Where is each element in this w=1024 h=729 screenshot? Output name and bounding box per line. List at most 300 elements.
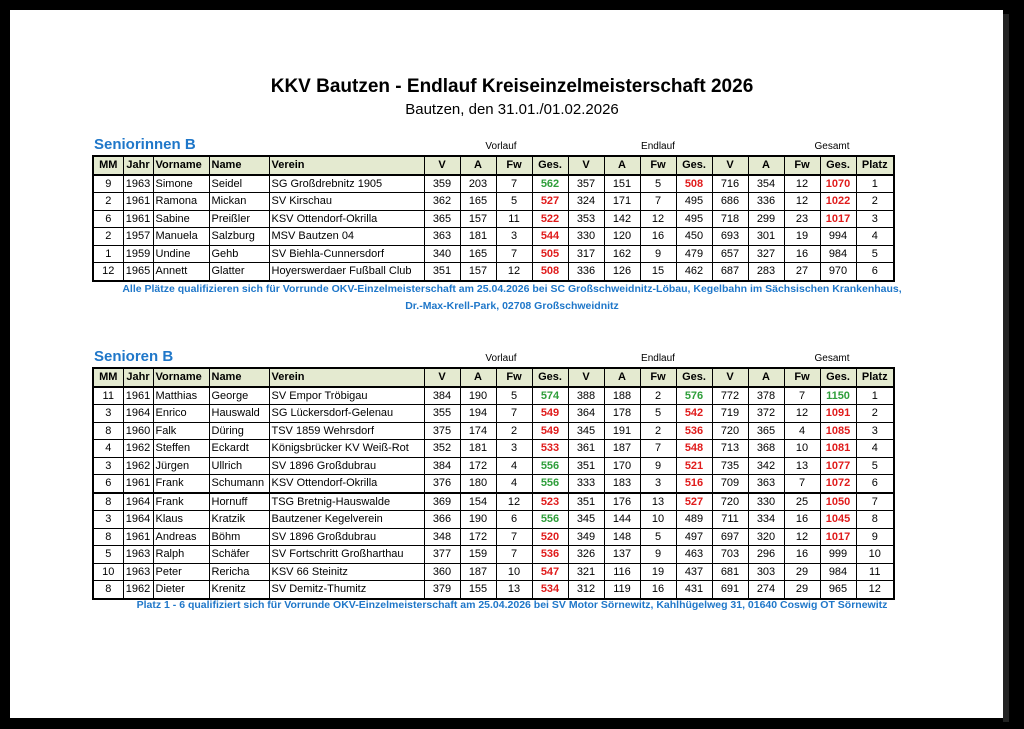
table-cell: 27 <box>784 263 820 281</box>
table-cell: SV Biehla-Cunnersdorf <box>269 245 424 263</box>
table-cell: 574 <box>532 387 568 405</box>
table-cell: 3 <box>496 440 532 458</box>
table-cell: 144 <box>604 511 640 529</box>
column-header: A <box>748 368 784 387</box>
table-cell: 183 <box>604 475 640 493</box>
table-cell: 1081 <box>820 440 856 458</box>
table-cell: 1022 <box>820 193 856 211</box>
table-cell: 999 <box>820 546 856 564</box>
column-header: Fw <box>640 368 676 387</box>
column-header: Verein <box>269 156 424 175</box>
table-cell: 1961 <box>123 528 153 546</box>
results-table-senioren <box>92 367 895 600</box>
table-cell: SV 1896 Großdubrau <box>269 528 424 546</box>
table-cell: 16 <box>640 581 676 599</box>
table-cell: 437 <box>676 563 712 581</box>
table-cell: 1050 <box>820 493 856 511</box>
table-cell: 4 <box>856 228 894 246</box>
table-cell: 340 <box>424 245 460 263</box>
table-cell: 1 <box>856 387 894 405</box>
table-cell: 5 <box>640 175 676 193</box>
table-cell: 549 <box>532 405 568 423</box>
table-cell: 3 <box>93 457 123 475</box>
table-cell: Steffen <box>153 440 209 458</box>
table-cell: 463 <box>676 546 712 564</box>
table-cell: 10 <box>93 563 123 581</box>
table-cell: 772 <box>712 387 748 405</box>
table-cell: 4 <box>93 440 123 458</box>
table-cell: 116 <box>604 563 640 581</box>
column-header: V <box>712 156 748 175</box>
table-cell: Hoyerswerdaer Fußball Club <box>269 263 424 281</box>
table-cell: Andreas <box>153 528 209 546</box>
table-cell: 368 <box>748 440 784 458</box>
column-header: Fw <box>496 156 532 175</box>
table-cell: 521 <box>676 457 712 475</box>
table-cell: 1959 <box>123 245 153 263</box>
table-cell: 9 <box>856 528 894 546</box>
table-cell: 181 <box>460 228 496 246</box>
table-cell: 1077 <box>820 457 856 475</box>
table-cell: SV Empor Tröbigau <box>269 387 424 405</box>
table-cell: 162 <box>604 245 640 263</box>
table-row <box>93 475 894 493</box>
table-cell: 303 <box>748 563 784 581</box>
table-cell: Preißler <box>209 210 269 228</box>
table-cell: 29 <box>784 563 820 581</box>
table-cell: 1017 <box>820 528 856 546</box>
table-cell: 379 <box>424 581 460 599</box>
table-cell: 1965 <box>123 263 153 281</box>
table-cell: 301 <box>748 228 784 246</box>
qualification-note-senioren <box>0 597 1024 614</box>
table-cell: MSV Bautzen 04 <box>269 228 424 246</box>
table-cell: 1963 <box>123 546 153 564</box>
table-cell: 7 <box>784 475 820 493</box>
table-cell: 334 <box>748 511 784 529</box>
table-cell: 3 <box>856 210 894 228</box>
table-cell: 994 <box>820 228 856 246</box>
table-row <box>93 210 894 228</box>
table-cell: Ullrich <box>209 457 269 475</box>
table-cell: 6 <box>93 475 123 493</box>
table-cell: 686 <box>712 193 748 211</box>
table-cell: 527 <box>676 493 712 511</box>
column-header: Vorname <box>153 156 209 175</box>
table-cell: 7 <box>640 193 676 211</box>
table-cell: 1957 <box>123 228 153 246</box>
table-cell: 1961 <box>123 210 153 228</box>
table-cell: 12 <box>640 210 676 228</box>
table-cell: Gehb <box>209 245 269 263</box>
table-cell: 5 <box>856 245 894 263</box>
table-cell: 6 <box>496 511 532 529</box>
column-header: MM <box>93 156 123 175</box>
table-cell: 8 <box>856 511 894 529</box>
table-cell: 19 <box>784 228 820 246</box>
table-cell: 10 <box>640 511 676 529</box>
table-cell: 12 <box>496 493 532 511</box>
table-cell: 349 <box>568 528 604 546</box>
table-row <box>93 193 894 211</box>
table-cell: 176 <box>604 493 640 511</box>
table-cell: 2 <box>93 228 123 246</box>
table-cell: 1962 <box>123 581 153 599</box>
column-header: Name <box>209 156 269 175</box>
column-header: Ges. <box>676 368 712 387</box>
table-cell: SV Kirschau <box>269 193 424 211</box>
table-cell: 190 <box>460 511 496 529</box>
column-header: Jahr <box>123 156 153 175</box>
table-cell: 523 <box>532 493 568 511</box>
table-cell: 1964 <box>123 493 153 511</box>
table-cell: 9 <box>640 245 676 263</box>
column-header: Vorname <box>153 368 209 387</box>
table-cell: 378 <box>748 387 784 405</box>
table-cell: 1962 <box>123 457 153 475</box>
table-cell: TSG Bretnig-Hauswalde <box>269 493 424 511</box>
table-cell: 348 <box>424 528 460 546</box>
table-cell: Ralph <box>153 546 209 564</box>
table-cell: Hornuff <box>209 493 269 511</box>
table-row <box>93 405 894 423</box>
table-cell: 1961 <box>123 193 153 211</box>
group-label-vorlauf: Vorlauf <box>485 141 517 152</box>
table-row <box>93 387 894 405</box>
group-label-gesamt: Gesamt <box>814 141 850 152</box>
table-cell: 1964 <box>123 405 153 423</box>
table-cell: 1070 <box>820 175 856 193</box>
table-cell: 450 <box>676 228 712 246</box>
table-cell: George <box>209 387 269 405</box>
column-header: V <box>424 156 460 175</box>
table-cell: 1091 <box>820 405 856 423</box>
page-subtitle: Bautzen, den 31.01./01.02.2026 <box>405 101 619 118</box>
table-cell: Düring <box>209 422 269 440</box>
table-cell: 533 <box>532 440 568 458</box>
table-cell: 187 <box>604 440 640 458</box>
table-cell: 970 <box>820 263 856 281</box>
column-header: Fw <box>496 368 532 387</box>
column-header: V <box>568 156 604 175</box>
table-cell: Krenitz <box>209 581 269 599</box>
table-cell: Falk <box>153 422 209 440</box>
section-heading-seniorinnen: Seniorinnen B <box>94 136 196 153</box>
column-header: A <box>748 156 784 175</box>
table-cell: 536 <box>676 422 712 440</box>
table-cell: 1 <box>93 245 123 263</box>
table-cell: 365 <box>424 210 460 228</box>
table-row <box>93 457 894 475</box>
table-cell: 384 <box>424 457 460 475</box>
table-cell: 516 <box>676 475 712 493</box>
table-cell: 7 <box>496 546 532 564</box>
table-cell: 174 <box>460 422 496 440</box>
table-cell: 172 <box>460 457 496 475</box>
table-cell: Manuela <box>153 228 209 246</box>
column-header: Ges. <box>532 368 568 387</box>
table-cell: 363 <box>748 475 784 493</box>
table-cell: 4 <box>496 457 532 475</box>
table-cell: 719 <box>712 405 748 423</box>
table-cell: 154 <box>460 493 496 511</box>
table-cell: 11 <box>93 387 123 405</box>
table-cell: 12 <box>784 193 820 211</box>
column-header: V <box>424 368 460 387</box>
table-cell: 359 <box>424 175 460 193</box>
table-cell: 1017 <box>820 210 856 228</box>
table-cell: 326 <box>568 546 604 564</box>
table-cell: 188 <box>604 387 640 405</box>
table-cell: 320 <box>748 528 784 546</box>
table-cell: 10 <box>856 546 894 564</box>
table-cell: 3 <box>640 475 676 493</box>
table-cell: 365 <box>748 422 784 440</box>
table-cell: 203 <box>460 175 496 193</box>
table-cell: 187 <box>460 563 496 581</box>
table-cell: 363 <box>424 228 460 246</box>
table-cell: 170 <box>604 457 640 475</box>
table-cell: 562 <box>532 175 568 193</box>
table-cell: SV Demitz-Thumitz <box>269 581 424 599</box>
table-cell: 1150 <box>820 387 856 405</box>
table-cell: 9 <box>640 457 676 475</box>
column-header: Ges. <box>676 156 712 175</box>
table-cell: 13 <box>496 581 532 599</box>
table-cell: Eckardt <box>209 440 269 458</box>
table-cell: TSV 1859 Wehrsdorf <box>269 422 424 440</box>
table-cell: 4 <box>784 422 820 440</box>
table-cell: 2 <box>640 387 676 405</box>
table-cell: Königsbrücker KV Weiß-Rot <box>269 440 424 458</box>
table-row <box>93 228 894 246</box>
column-header: A <box>604 368 640 387</box>
table-cell: Enrico <box>153 405 209 423</box>
table-cell: 361 <box>568 440 604 458</box>
table-cell: Annett <box>153 263 209 281</box>
table-cell: 7 <box>496 405 532 423</box>
table-cell: 8 <box>93 581 123 599</box>
table-cell: 327 <box>748 245 784 263</box>
table-cell: 709 <box>712 475 748 493</box>
table-cell: 10 <box>784 440 820 458</box>
table-cell: 2 <box>640 422 676 440</box>
table-cell: 716 <box>712 175 748 193</box>
table-cell: 1962 <box>123 440 153 458</box>
table-cell: 148 <box>604 528 640 546</box>
table-cell: 693 <box>712 228 748 246</box>
table-cell: 7 <box>496 528 532 546</box>
table-cell: 713 <box>712 440 748 458</box>
table-cell: Mickan <box>209 193 269 211</box>
table-cell: 711 <box>712 511 748 529</box>
table-cell: 351 <box>424 263 460 281</box>
table-cell: 681 <box>712 563 748 581</box>
table-cell: 1963 <box>123 563 153 581</box>
table-cell: 274 <box>748 581 784 599</box>
table-cell: 495 <box>676 210 712 228</box>
page-shadow <box>1003 14 1009 722</box>
table-cell: 11 <box>856 563 894 581</box>
table-cell: 7 <box>496 175 532 193</box>
table-cell: 330 <box>748 493 784 511</box>
table-cell: 137 <box>604 546 640 564</box>
section-heading-senioren: Senioren B <box>94 348 174 365</box>
column-header: V <box>712 368 748 387</box>
table-cell: 16 <box>784 245 820 263</box>
table-cell: 697 <box>712 528 748 546</box>
table-cell: 120 <box>604 228 640 246</box>
table-cell: 9 <box>93 175 123 193</box>
table-cell: Bautzener Kegelverein <box>269 511 424 529</box>
table-row <box>93 440 894 458</box>
table-cell: 23 <box>784 210 820 228</box>
table-cell: 7 <box>856 493 894 511</box>
table-cell: 2 <box>93 193 123 211</box>
table-cell: Rericha <box>209 563 269 581</box>
group-label-vorlauf: Vorlauf <box>485 353 517 364</box>
table-cell: 1072 <box>820 475 856 493</box>
table-cell: 703 <box>712 546 748 564</box>
table-cell: Peter <box>153 563 209 581</box>
table-cell: 495 <box>676 193 712 211</box>
table-cell: 191 <box>604 422 640 440</box>
table-row <box>93 263 894 281</box>
table-cell: 369 <box>424 493 460 511</box>
table-cell: 536 <box>532 546 568 564</box>
table-cell: Salzburg <box>209 228 269 246</box>
table-cell: Klaus <box>153 511 209 529</box>
table-cell: 4 <box>496 475 532 493</box>
table-cell: 1 <box>856 175 894 193</box>
table-cell: 5 <box>640 528 676 546</box>
table-cell: 544 <box>532 228 568 246</box>
table-cell: Frank <box>153 475 209 493</box>
table-cell: Simone <box>153 175 209 193</box>
table-cell: 984 <box>820 563 856 581</box>
table-cell: 388 <box>568 387 604 405</box>
page-title: KKV Bautzen - Endlauf Kreiseinzelmeisterschaft 2026 <box>270 76 754 97</box>
table-cell: 2 <box>496 422 532 440</box>
table-cell: 556 <box>532 475 568 493</box>
table-cell: 8 <box>93 422 123 440</box>
column-header: Platz <box>856 156 894 175</box>
column-header: Verein <box>269 368 424 387</box>
table-cell: 1963 <box>123 175 153 193</box>
table-cell: Ramona <box>153 193 209 211</box>
table-cell: SG Lückersdorf-Gelenau <box>269 405 424 423</box>
table-cell: 165 <box>460 193 496 211</box>
table-cell: 4 <box>856 440 894 458</box>
table-cell: 556 <box>532 457 568 475</box>
table-header-row <box>93 156 894 175</box>
table-row <box>93 528 894 546</box>
table-cell: 735 <box>712 457 748 475</box>
table-cell: 3 <box>93 511 123 529</box>
table-cell: 3 <box>93 405 123 423</box>
column-header: Ges. <box>532 156 568 175</box>
column-header: Ges. <box>820 368 856 387</box>
table-cell: 283 <box>748 263 784 281</box>
note-line: Dr.-Max-Krell-Park, 02708 Großschweidnitz <box>405 300 619 312</box>
table-cell: 321 <box>568 563 604 581</box>
table-row <box>93 493 894 511</box>
table-cell: 5 <box>640 405 676 423</box>
table-cell: KSV Ottendorf-Okrilla <box>269 475 424 493</box>
column-header: A <box>460 368 496 387</box>
table-header-row <box>93 368 894 387</box>
table-cell: 542 <box>676 405 712 423</box>
table-cell: KSV 66 Steinitz <box>269 563 424 581</box>
table-cell: 345 <box>568 422 604 440</box>
table-cell: 657 <box>712 245 748 263</box>
table-cell: Undine <box>153 245 209 263</box>
table-cell: 366 <box>424 511 460 529</box>
table-cell: 2 <box>856 405 894 423</box>
table-row <box>93 245 894 263</box>
table-cell: 508 <box>532 263 568 281</box>
column-header: Jahr <box>123 368 153 387</box>
table-cell: 16 <box>784 511 820 529</box>
table-cell: 351 <box>568 457 604 475</box>
table-cell: 1964 <box>123 511 153 529</box>
table-cell: 7 <box>496 245 532 263</box>
table-cell: 171 <box>604 193 640 211</box>
table-cell: 384 <box>424 387 460 405</box>
table-cell: 299 <box>748 210 784 228</box>
column-header: V <box>568 368 604 387</box>
table-cell: 489 <box>676 511 712 529</box>
table-cell: Sabine <box>153 210 209 228</box>
table-cell: 13 <box>640 493 676 511</box>
table-cell: 479 <box>676 245 712 263</box>
table-cell: 7 <box>640 440 676 458</box>
results-table-seniorinnen <box>92 155 895 282</box>
table-cell: 342 <box>748 457 784 475</box>
table-cell: 296 <box>748 546 784 564</box>
table-cell: 547 <box>532 563 568 581</box>
table-cell: 687 <box>712 263 748 281</box>
table-row <box>93 563 894 581</box>
table-cell: 178 <box>604 405 640 423</box>
table-cell: 317 <box>568 245 604 263</box>
table-cell: 142 <box>604 210 640 228</box>
table-row <box>93 422 894 440</box>
table-cell: 497 <box>676 528 712 546</box>
table-cell: 364 <box>568 405 604 423</box>
table-cell: 357 <box>568 175 604 193</box>
table-cell: 362 <box>424 193 460 211</box>
table-cell: Böhm <box>209 528 269 546</box>
table-cell: 3 <box>856 422 894 440</box>
table-cell: 157 <box>460 210 496 228</box>
table-cell: 520 <box>532 528 568 546</box>
table-cell: Schumann <box>209 475 269 493</box>
table-cell: 5 <box>93 546 123 564</box>
table-cell: Jürgen <box>153 457 209 475</box>
table-cell: 1961 <box>123 475 153 493</box>
table-cell: 151 <box>604 175 640 193</box>
table-cell: 157 <box>460 263 496 281</box>
table-cell: 126 <box>604 263 640 281</box>
note-line: Platz 1 - 6 qualifiziert sich für Vorrunde OKV-Einzelmeisterschaft am 25.04.2026 bei SV Motor Sörnewitz, Kahlhügelweg 31, 01640 Coswig OT Sörnewitz <box>136 599 888 611</box>
table-cell: 10 <box>496 563 532 581</box>
table-cell: 354 <box>748 175 784 193</box>
table-cell: 8 <box>93 528 123 546</box>
table-cell: 16 <box>784 546 820 564</box>
table-cell: SG Großdrebnitz 1905 <box>269 175 424 193</box>
table-cell: 522 <box>532 210 568 228</box>
